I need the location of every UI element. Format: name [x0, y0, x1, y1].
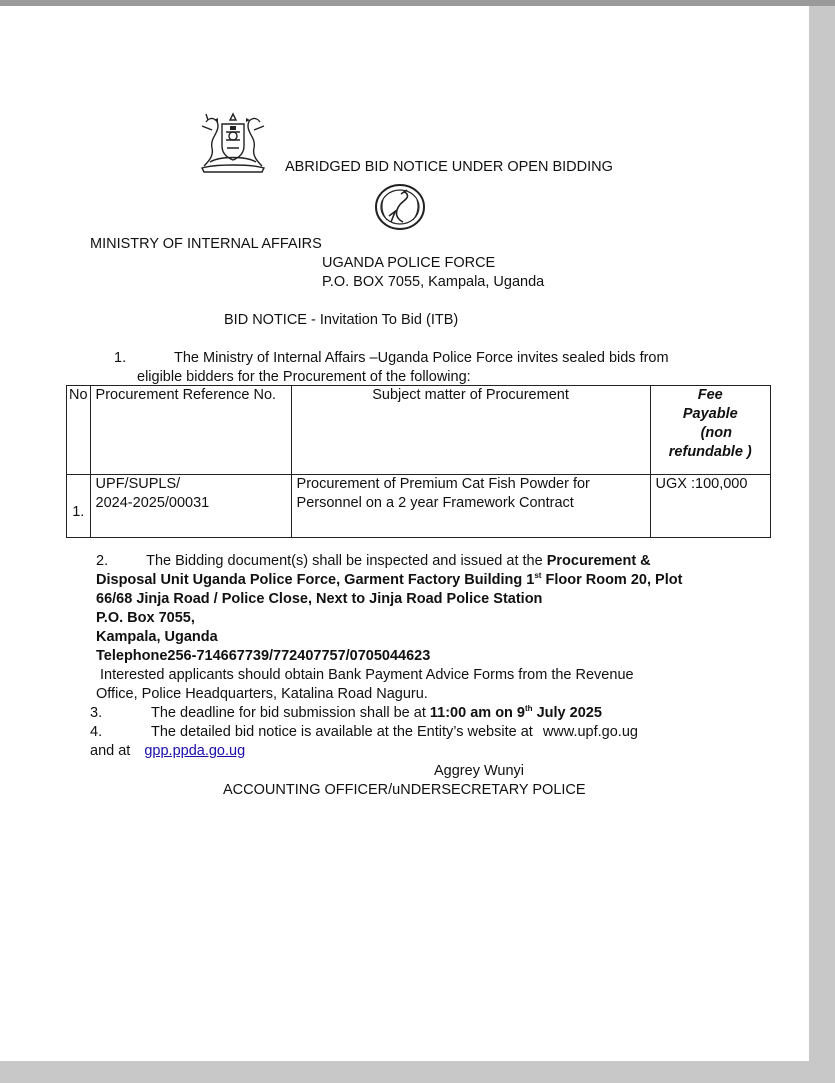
- para2-line8: Office, Police Headquarters, Katalina Road Naguru.: [96, 686, 428, 702]
- para1-line1: The Ministry of Internal Affairs –Uganda Police Force invites sealed bids from: [174, 350, 669, 366]
- para2-line2-text: Disposal Unit Uganda Police Force, Garment Factory Building 1: [96, 572, 535, 588]
- header-no: No: [67, 386, 91, 475]
- row-reference-line2: 2024-2025/00031: [95, 495, 210, 511]
- para4-and-at: and at: [90, 743, 131, 759]
- para2-line2: [96, 571, 682, 589]
- para3-deadline-date: July 2025: [532, 705, 602, 721]
- para2-line1: [96, 552, 651, 570]
- row-fee: UGX :100,000: [650, 475, 770, 538]
- procurement-table: [66, 385, 771, 538]
- header-fee-line1: Fee: [697, 387, 723, 403]
- table-row: [67, 475, 771, 538]
- para2-superscript: st: [534, 571, 542, 581]
- para2-line7: Interested applicants should obtain Bank Payment Advice Forms from the Revenue: [100, 667, 634, 683]
- bid-notice-subheading: BID NOTICE - Invitation To Bid (ITB): [224, 312, 459, 328]
- para3-line: [151, 704, 602, 722]
- para3-superscript: th: [525, 704, 533, 714]
- header-fee-line2: Payable: [682, 406, 738, 422]
- notice-title: ABRIDGED BID NOTICE UNDER OPEN BIDDING: [285, 159, 613, 175]
- header-reference: Procurement Reference No.: [90, 386, 291, 475]
- para1-number: 1.: [114, 350, 127, 366]
- para3-deadline: [430, 705, 602, 721]
- para2-line2-rest: Floor Room 20, Plot: [541, 572, 683, 588]
- para3-deadline-time: 11:00 am on 9: [429, 705, 525, 721]
- para2-telephone: Telephone256-714667739/772407757/0705044623: [96, 648, 431, 664]
- row-subject-line1: Procurement of Premium Cat Fish Powder for: [296, 476, 590, 492]
- para4-line2: [90, 742, 245, 760]
- entity-address: P.O. BOX 7055, Kampala, Uganda: [322, 274, 545, 290]
- signatory-name: Aggrey Wunyi: [434, 763, 524, 779]
- gpp-link[interactable]: gpp.ppda.go.ug: [144, 743, 246, 759]
- para2-number: 2.: [96, 553, 109, 569]
- ministry-name: MINISTRY OF INTERNAL AFFAIRS: [90, 236, 322, 252]
- para2-bold-unit: Procurement &: [546, 553, 651, 569]
- row-subject: [291, 475, 650, 538]
- para2-lead: The Bidding document(s) shall be inspected and issued at the: [146, 553, 543, 569]
- header-fee-line3: (non: [700, 425, 732, 441]
- header-fee-line4: refundable ): [668, 444, 752, 460]
- para1-line2: eligible bidders for the Procurement of the following:: [137, 369, 471, 385]
- para3-number: 3.: [90, 705, 103, 721]
- document-page: [0, 6, 809, 1061]
- table-header-row: [67, 386, 771, 475]
- uganda-coat-of-arms-icon: [196, 112, 270, 174]
- para4-line1: [151, 723, 638, 741]
- signatory-title: ACCOUNTING OFFICER/uNDERSECRETARY POLICE: [223, 782, 586, 798]
- para4-text: The detailed bid notice is available at the Entity’s website at: [151, 724, 533, 740]
- entity-website: www.upf.go.ug: [542, 724, 638, 740]
- para2-line3: 66/68 Jinja Road / Police Close, Next to Jinja Road Police Station: [96, 591, 543, 607]
- header-subject: Subject matter of Procurement: [291, 386, 650, 475]
- row-reference-line1: UPF/SUPLS/: [95, 476, 181, 492]
- row-subject-line2: Personnel on a 2 year Framework Contract: [296, 495, 574, 511]
- para3-lead: The deadline for bid submission shall be at: [151, 705, 426, 721]
- para4-number: 4.: [90, 724, 103, 740]
- row-reference: [90, 475, 291, 538]
- police-crest-icon: [373, 182, 427, 232]
- row-no: 1.: [67, 475, 91, 538]
- para2-line4: P.O. Box 7055,: [96, 610, 195, 626]
- para2-line5: Kampala, Uganda: [96, 629, 218, 645]
- header-fee: [650, 386, 770, 475]
- entity-name: UGANDA POLICE FORCE: [322, 255, 496, 271]
